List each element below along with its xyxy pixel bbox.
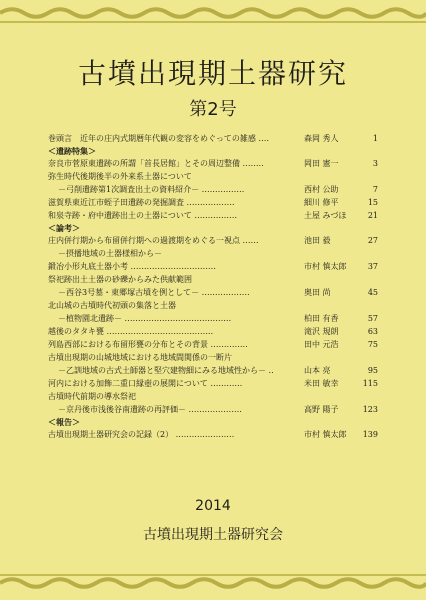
toc-entry: 庄内併行期から布留併行期への過渡期をめぐる一視点 ‥‥‥ 池田 毅 27 (48, 236, 378, 245)
toc-entry: 列島西部における布留形甕の分布とその背景 ‥‥‥‥‥‥‥ 田中 元浩 75 (48, 340, 378, 349)
bottom-decorative-border (0, 564, 426, 594)
top-decorative-border (0, 0, 426, 30)
toc-entry: －摂播地域の土器様相から－ (58, 249, 162, 258)
toc-entry: 弥生時代後期後半の外来系土器について (48, 172, 192, 181)
toc-entry: 古墳出現期土器研究会の記録（2） ‥‥‥‥‥‥‥‥‥‥‥ 市村 慎太郎 139 (48, 430, 378, 439)
toc-entry: 鍛冶小形丸底土器小考 ‥‥‥‥‥‥‥‥‥‥‥‥‥‥‥‥ 市村 慎太郎 37 (48, 262, 378, 271)
publisher-name: 古墳出現期土器研究会 (143, 527, 283, 543)
toc-entry: 越後のタタキ甕 ‥‥‥‥‥‥‥‥‥‥‥‥‥‥‥‥‥‥‥‥ 滝沢 規朗 63 (48, 327, 378, 336)
toc-entry: 巻頭言 近年の庄内式期暦年代観の変容をめぐっての雑感 ‥‥ 森岡 秀人 1 (48, 134, 378, 143)
publication-year: 2014 (195, 498, 231, 514)
section-heading: ＜遺跡特集＞ (48, 146, 96, 156)
issue-number: 第2号 (189, 99, 237, 120)
toc-entry: －弓削遺跡第1次調査出土の資料紹介－ ‥‥‥‥‥‥‥‥ 西村 公助 7 (58, 185, 378, 194)
table-of-contents (48, 133, 378, 442)
toc-entry: 滋賀県東近江市蛭子田遺跡の発掘調査 ‥‥‥‥‥‥‥‥‥ 細川 修平 15 (48, 198, 378, 207)
toc-entry: 奈良市菅原東遺跡の所謂「首長居館」とその周辺整備 ‥‥‥‥ 岡田 憲一 3 (48, 159, 378, 168)
toc-entry: －京丹後市浅後谷南遺跡の再評価－ ‥‥‥‥‥‥‥‥‥‥ 高野 陽子 123 (58, 405, 378, 414)
page-title: 古墳出現期土器研究 (77, 57, 348, 90)
toc-entry: 祭祀跡出土土器の砂礫からみた供献範囲 (48, 275, 192, 284)
toc-entry: 古墳時代前期の導水祭祀 (48, 392, 136, 401)
toc-entry: 古墳出現期の山城地域における地域間関係の一断片 (48, 353, 232, 362)
toc-entry: 和泉寺跡・府中遺跡出土の土器について ‥‥‥‥‥‥‥‥ 土屋 みづほ 21 (48, 211, 378, 220)
toc-entry: 北山城の古墳時代初頭の集落と土器 (48, 301, 176, 310)
publication-info (0, 498, 426, 544)
toc-entry: －乙訓地域の古式土師器と堅穴建物細にみる地域性から－ ‥ 山本 亮 95 (58, 366, 378, 375)
toc-entry: －植物園北遺跡－ ‥‥‥‥‥‥‥‥‥‥‥‥‥‥‥‥‥‥‥‥ 柏田 有香 57 (58, 314, 378, 323)
toc-entry: 河内における加飾二重口縁壺の展開について ‥‥‥‥‥‥ 米田 敏幸 115 (48, 379, 378, 388)
section-heading: ＜論考＞ (48, 223, 80, 233)
section-heading: ＜報告＞ (48, 417, 80, 427)
toc-entry: －西谷3号墓・東郷塚古墳を例として－ ‥‥‥‥‥‥‥‥‥ 奥田 尚 45 (58, 288, 378, 297)
